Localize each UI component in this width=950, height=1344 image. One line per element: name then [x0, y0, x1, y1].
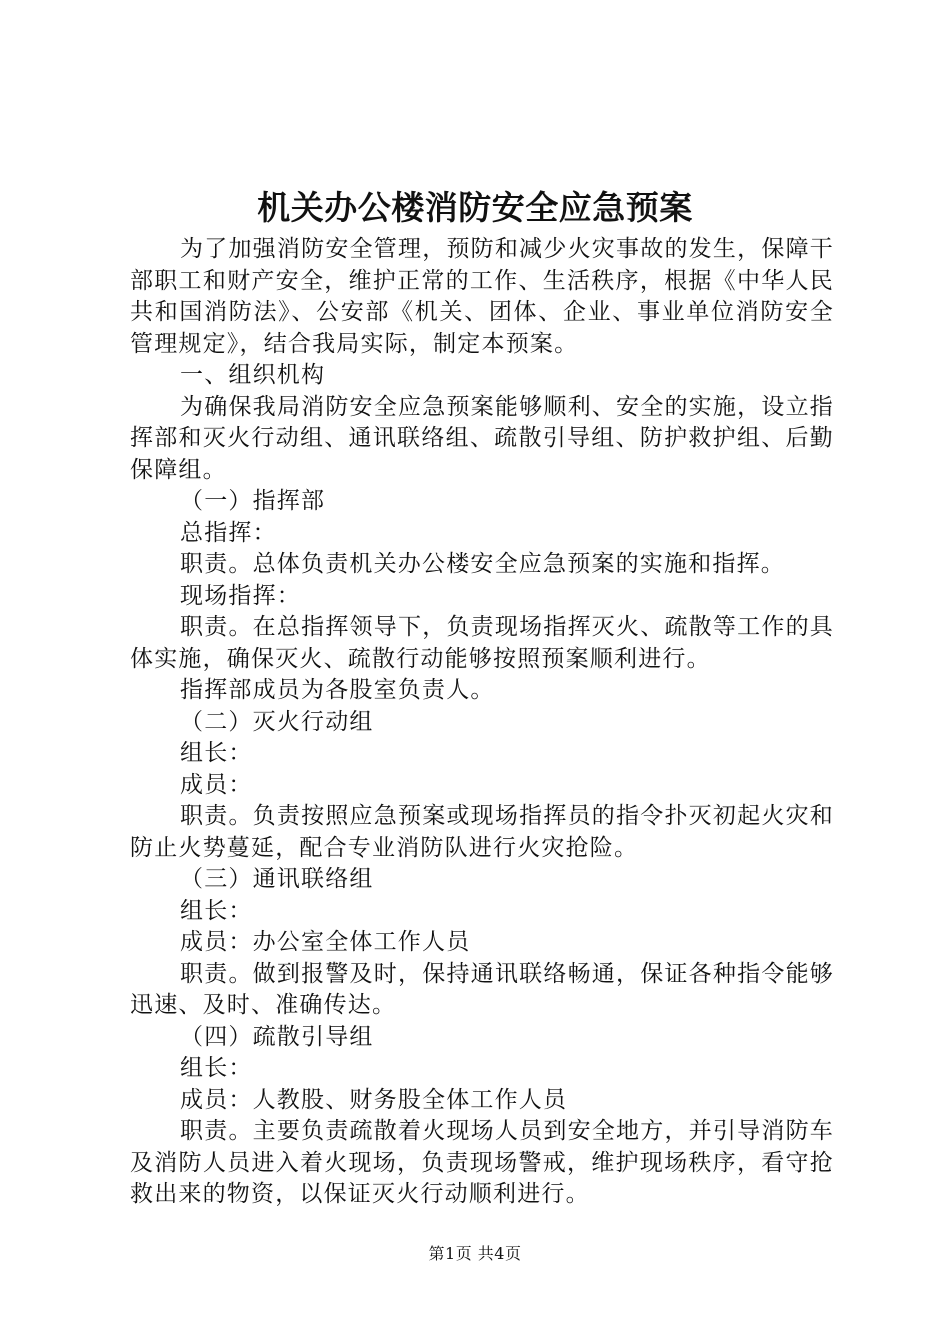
field-firefighting-leader: 组长： [180, 740, 253, 766]
subsection-heading-firefighting: （二）灭火行动组 [180, 708, 374, 735]
paragraph-site-commander-duty: 职责。在总指挥领导下，负责现场指挥灭火、疏散等工作的具体实施，确保灭火、疏散行动能够按照预案顺利进行。 [130, 614, 834, 672]
field-commander: 总指挥： [180, 519, 277, 546]
paragraph-firefighting-duty: 职责。负责按照应急预案或现场指挥员的指令扑灭初起火灾和防止火势蔓延，配合专业消防队进行火灾抢险。 [130, 803, 834, 861]
subsection-heading-communication: （三）通讯联络组 [180, 866, 374, 892]
subsection-heading-command: （一）指挥部 [180, 488, 326, 514]
field-firefighting-members: 成员： [180, 771, 253, 798]
paragraph-organization: 为确保我局消防安全应急预案能够顺利、安全的实施，设立指挥部和灭火行动组、通讯联络组、疏散引导组、防护救护组、后勤保障组。 [130, 393, 834, 483]
paragraph-intro: 为了加强消防安全管理，预防和减少火灾事故的发生，保障干部职工和财产安全，维护正常的工作、生活秩序，根据《中华人民共和国消防法》、公安部《机关、团体、企业、事业单位消防安全管理规定》，结合我局实际，制定本预案。 [130, 236, 834, 357]
section-heading-organization: 一、组织机构 [180, 362, 326, 388]
document-title: 机关办公楼消防安全应急预案 [257, 188, 693, 227]
subsection-heading-evacuation: （四）疏散引导组 [180, 1023, 374, 1050]
document-body [130, 234, 834, 1211]
field-site-commander: 现场指挥： [180, 582, 301, 609]
page-number-footer: 第1页 共4页 [428, 1244, 522, 1263]
paragraph-evacuation-duty: 职责。主要负责疏散着火现场人员到安全地方，并引导消防车及消防人员进入着火现场，负责现场警戒，维护现场秩序，看守抢救出来的物资，以保证灭火行动顺利进行。 [130, 1118, 834, 1207]
paragraph-communication-duty: 职责。做到报警及时，保持通讯联络畅通，保证各种指令能够迅速、及时、准确传达。 [130, 960, 834, 1018]
field-communication-members: 成员：办公室全体工作人员 [180, 929, 471, 955]
paragraph-command-members: 指挥部成员为各股室负责人。 [180, 677, 495, 703]
field-communication-leader: 组长： [180, 897, 253, 924]
paragraph-commander-duty: 职责。总体负责机关办公楼安全应急预案的实施和指挥。 [180, 551, 785, 577]
field-evacuation-leader: 组长： [180, 1055, 253, 1081]
field-evacuation-members: 成员：人教股、财务股全体工作人员 [180, 1086, 568, 1113]
